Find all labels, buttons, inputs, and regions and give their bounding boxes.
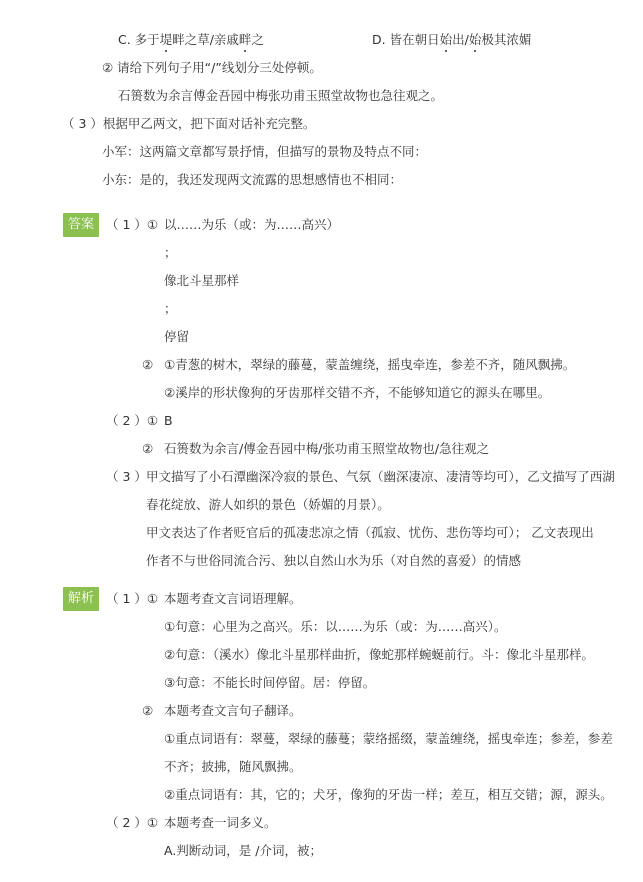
answer-p1-2-b: ②溪岸的形状像狗的牙齿那样交错不齐，不能够知道它的源头在哪里。: [164, 385, 551, 400]
answer-p1-b: 像北斗星那样: [164, 273, 240, 288]
answer-p1-c: 停留: [164, 329, 190, 344]
answer-p3-b2: 作者不与世俗同流合污、独以自然山水为乐（对自然的喜爱）的情感: [146, 553, 522, 568]
question-3: （ 3 ）根据甲乙两文，把下面对话补充完整。: [62, 116, 316, 131]
option-c-suffix: 之: [251, 32, 264, 47]
answer-p2-label: （ 2 ）①: [106, 413, 159, 428]
emphasis-char: 堤: [159, 32, 173, 47]
option-c-mid: 畔之草/亲戚: [172, 32, 239, 47]
analysis-p1-2-c: ②重点词语有：其，它的；犬牙，像狗的牙齿一样；差互，相互交错；源，源头。: [164, 787, 613, 802]
analysis-p1-2-a: 本题考查文言句子翻译。: [164, 703, 302, 718]
analysis-p2-b: A.判断动词，是 /介词，被；: [164, 843, 322, 858]
analysis-p2-label: （ 2 ）①: [106, 815, 159, 830]
answer-p2-2-label: ②: [142, 441, 154, 456]
emphasis-char: 畔: [238, 32, 252, 47]
answer-semicolon: ；: [164, 301, 177, 316]
subquestion-2: ② 请给下列句子用“/”线划分三处停顿。: [102, 60, 322, 75]
answer-p2-2-a: 石篑数为余言/傅金吾园中梅/张功甫玉照堂故物也/急往观之: [164, 441, 490, 456]
answer-p3-a2: 春花绽放、游人如织的景色（娇媚的月景）。: [146, 497, 390, 512]
option-d-mid: 出/: [452, 32, 469, 47]
analysis-tag: 解析: [63, 587, 99, 611]
analysis-p1-2-b1: ①重点词语有：翠蔓，翠绿的藤蔓；蒙络摇缀，蒙盖缠绕，摇曳牵连；参差，参差: [164, 731, 613, 746]
emphasis-char: 始: [468, 32, 482, 47]
analysis-p1-a: 本题考查文言词语理解。: [164, 591, 302, 606]
analysis-p1-2-b2: 不齐；披拂，随风飘拂。: [164, 759, 302, 774]
option-c: [118, 31, 264, 49]
answer-p2-a: B: [164, 413, 173, 428]
answer-p1-2-label: ②: [142, 357, 154, 372]
dialog-line-2: 小东：是的，我还发现两文流露的思想感情也不相同：: [102, 172, 403, 187]
subquestion-2-sentence: 石篑数为余言傅金吾园中梅张功甫玉照堂故物也急往观之。: [118, 88, 444, 103]
answer-tag: 答案: [63, 213, 99, 237]
answer-p1-label: （ 1 ）①: [106, 217, 159, 232]
option-d-suffix: 极其浓媚: [481, 32, 532, 47]
dialog-line-1: 小军：这两篇文章都写景抒情，但描写的景物及特点不同：: [102, 144, 428, 159]
answer-semicolon: ；: [164, 245, 177, 260]
analysis-p1-d: ③句意：不能长时间停留。居：停留。: [164, 675, 376, 690]
answer-p3-b1: 甲文表达了作者贬官后的孤凄悲凉之情（孤寂、忧伤、悲伤等均可）； 乙文表现出: [146, 525, 594, 540]
answer-p1-2-a: ①青葱的树木，翠绿的藤蔓，蒙盖缠绕，摇曳牵连，参差不齐，随风飘拂。: [164, 357, 576, 372]
option-c-prefix: C. 多于: [118, 32, 160, 47]
analysis-p1-b: ①句意：心里为之高兴。乐：以……为乐（或：为……高兴）。: [164, 619, 507, 634]
analysis-p1-2-label: ②: [142, 703, 154, 718]
answer-p3-a1: 甲文描写了小石潭幽深冷寂的景色、气氛（幽深凄凉、凄清等均可），乙文描写了西湖: [146, 469, 615, 484]
analysis-p1-c: ②句意：（溪水）像北斗星那样曲折，像蛇那样蜿蜒前行。斗：像北斗星那样。: [164, 647, 594, 662]
answer-p3-label: （ 3 ）: [106, 469, 147, 484]
analysis-p2-a: 本题考查一词多义。: [164, 815, 277, 830]
option-d: [372, 31, 531, 49]
option-d-prefix: D. 皆在朝日: [372, 32, 440, 47]
answer-p1-a: 以……为乐（或：为……高兴）: [164, 217, 340, 232]
emphasis-char: 始: [439, 32, 453, 47]
analysis-p1-label: （ 1 ）①: [106, 591, 159, 606]
